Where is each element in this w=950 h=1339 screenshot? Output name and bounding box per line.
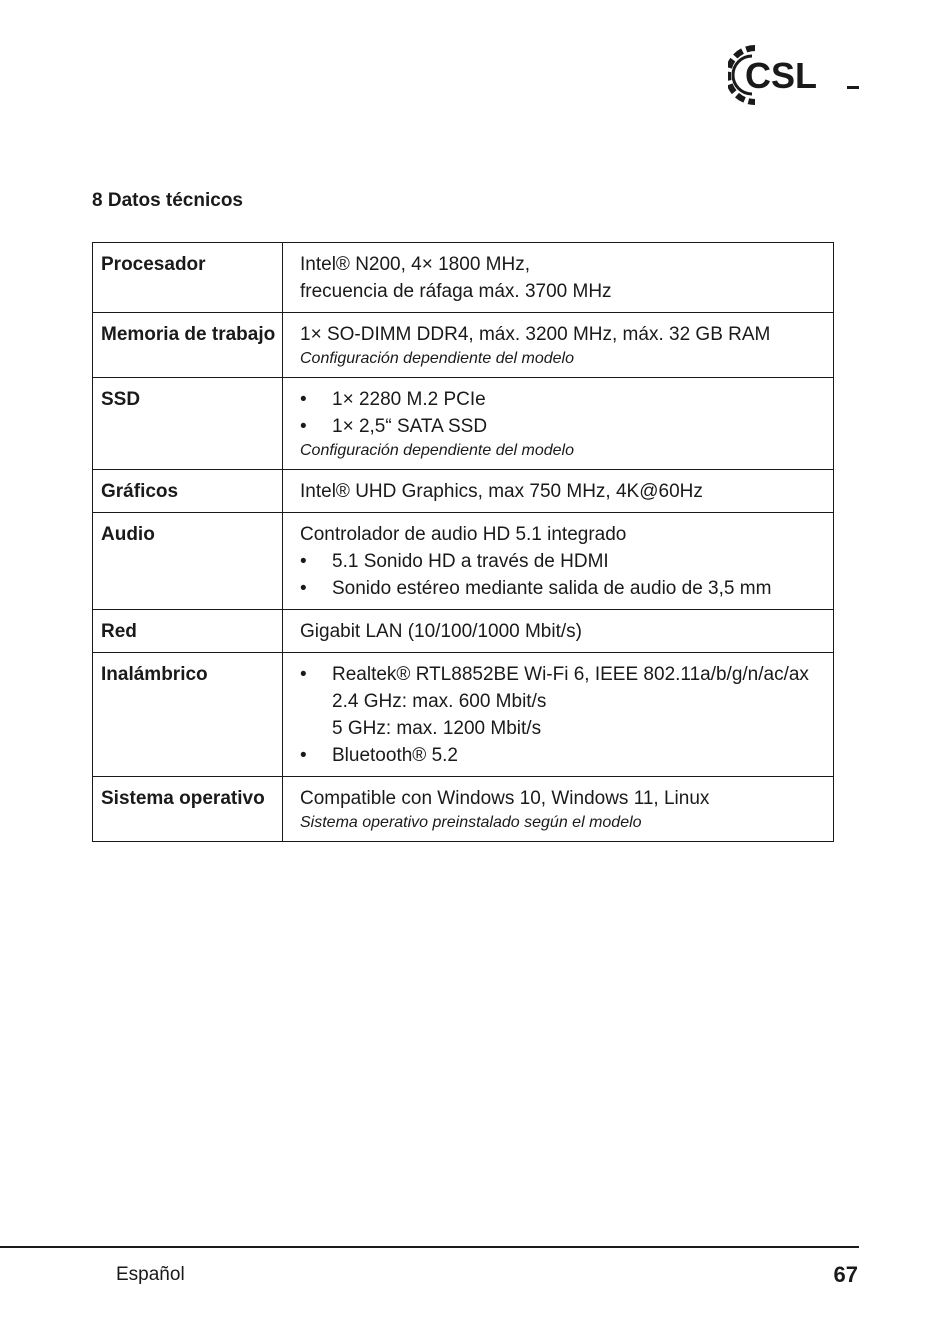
footer-language: Español — [116, 1264, 185, 1285]
table-row-graphics — [93, 470, 834, 513]
value-subline: 2.4 GHz: max. 600 Mbit/s — [332, 691, 547, 712]
specs-table — [92, 242, 834, 842]
row-label: Sistema operativo — [93, 777, 283, 842]
bullet-item: • 1× 2,5“ SATA SSD — [300, 413, 825, 440]
row-label: Red — [93, 610, 283, 653]
value-line: Gigabit LAN (10/100/1000 Mbit/s) — [300, 621, 582, 642]
bullet-item: • 1× 2280 M.2 PCIe — [300, 386, 825, 413]
row-label: Gráficos — [93, 470, 283, 513]
csl-logo — [728, 42, 862, 108]
value-line: Controlador de audio HD 5.1 integrado — [300, 524, 627, 545]
row-value — [283, 470, 834, 513]
page-number: 67 — [833, 1262, 858, 1287]
bullet-item: • Sonido estéreo mediante salida de audio de 3,5 mm — [300, 575, 825, 602]
row-value — [283, 378, 834, 470]
table-row-processor — [93, 243, 834, 313]
row-value — [283, 243, 834, 313]
row-value — [283, 777, 834, 842]
table-row-os — [93, 777, 834, 842]
row-value — [283, 610, 834, 653]
row-label: Procesador — [93, 243, 283, 313]
value-line: 1× SO-DIMM DDR4, máx. 3200 MHz, máx. 32 GB RAM — [300, 324, 771, 345]
table-row-network — [93, 610, 834, 653]
table-row-wireless — [93, 653, 834, 777]
value-note: Configuración dependiente del modelo — [300, 350, 574, 367]
value-line: Compatible con Windows 10, Windows 11, Linux — [300, 788, 710, 809]
row-value — [283, 513, 834, 610]
value-note: Configuración dependiente del modelo — [300, 442, 574, 459]
row-label: SSD — [93, 378, 283, 470]
row-label: Audio — [93, 513, 283, 610]
bullet-item: • 5.1 Sonido HD a través de HDMI — [300, 548, 825, 575]
table-row-memory — [93, 313, 834, 378]
value-note: Sistema operativo preinstalado según el modelo — [300, 814, 642, 831]
footer-divider — [0, 1246, 859, 1248]
value-line: frecuencia de ráfaga máx. 3700 MHz — [300, 281, 612, 302]
bullet-item: • Bluetooth® 5.2 — [300, 742, 825, 769]
row-value — [283, 313, 834, 378]
value-subline: 5 GHz: max. 1200 Mbit/s — [332, 718, 542, 739]
section-title: 8 Datos técnicos — [92, 190, 243, 211]
csl-logo-icon — [728, 42, 862, 108]
table-row-ssd — [93, 378, 834, 470]
csl-logo-wordmark: CSL — [745, 55, 817, 96]
value-line: Intel® N200, 4× 1800 MHz, — [300, 254, 530, 275]
row-label: Inalámbrico — [93, 653, 283, 777]
value-line: Intel® UHD Graphics, max 750 MHz, 4K@60Hz — [300, 481, 703, 502]
row-label: Memoria de trabajo — [93, 313, 283, 378]
bullet-item: • Realtek® RTL8852BE Wi-Fi 6, IEEE 802.11a/b/g/n/ac/ax — [300, 661, 825, 688]
table-row-audio — [93, 513, 834, 610]
row-value — [283, 653, 834, 777]
